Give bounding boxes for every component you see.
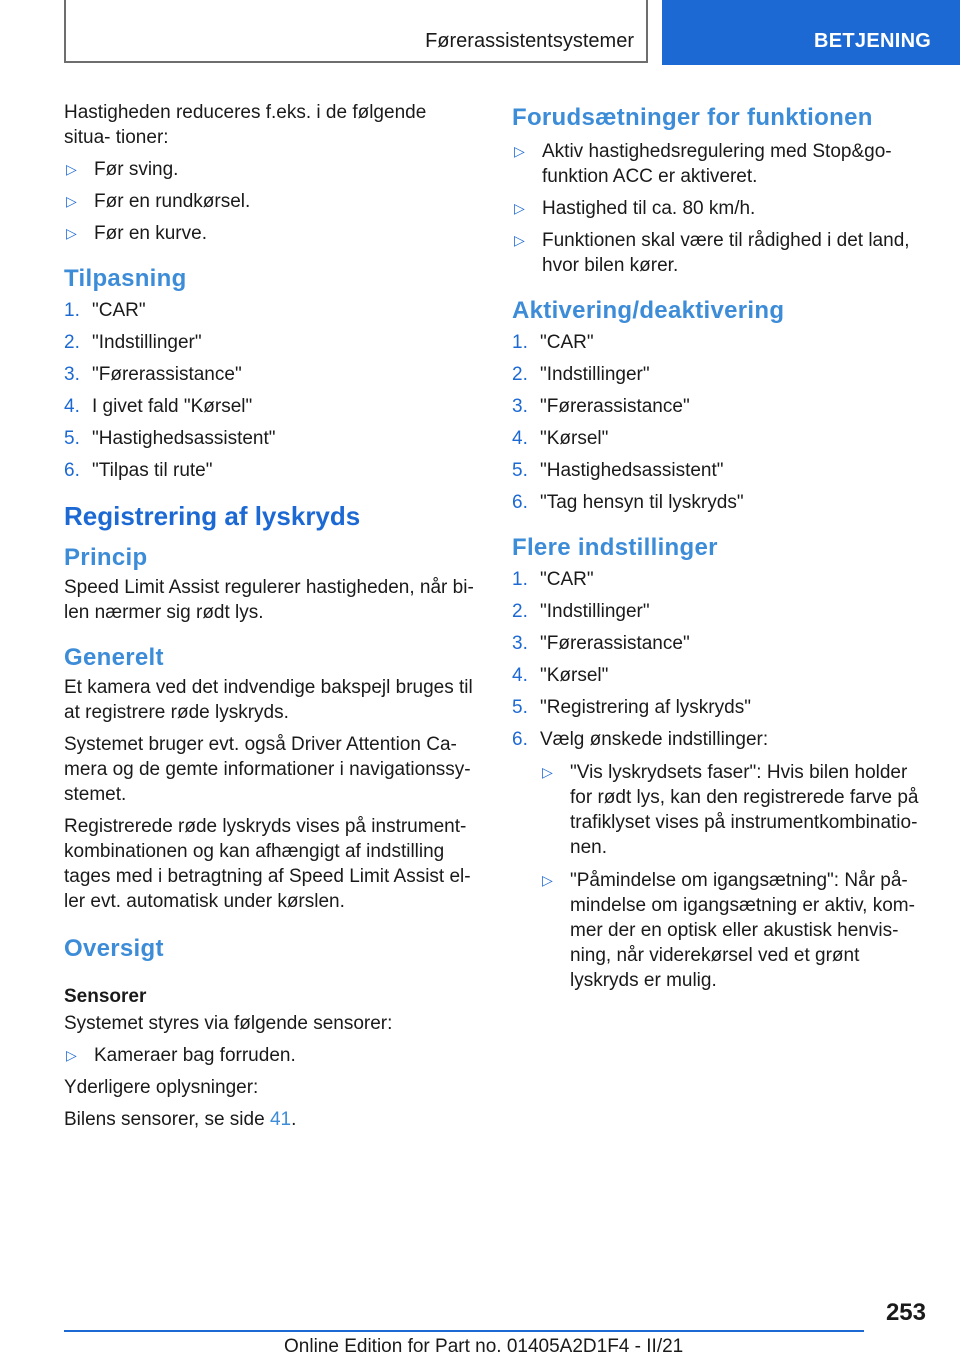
step-text: "CAR" xyxy=(540,569,594,590)
step-number: 5. xyxy=(64,428,80,449)
step-text: "Registrering af lyskryds" xyxy=(540,697,751,718)
step-item xyxy=(512,695,926,720)
step-text: "Indstillinger" xyxy=(540,601,650,622)
page-number: 253 xyxy=(885,1299,926,1326)
step-number: 2. xyxy=(512,364,528,385)
main-heading: Registrering af lyskryds xyxy=(64,501,361,531)
step-text: "Førerassistance" xyxy=(540,396,690,417)
step-number: 6. xyxy=(64,460,80,481)
heading-oversigt: Oversigt xyxy=(64,935,164,962)
intro-text: Hastigheden reduceres f.eks. i de følgende situa- tioner: xyxy=(64,102,427,148)
step-item xyxy=(512,426,926,451)
list-item: ▷ "Vis lyskrydsets faser": Hvis bilen holder for rødt lys, kan den registrerede farve på trafiklyset vises på instrumentkombinatio- nen. xyxy=(540,760,926,860)
requirements-list xyxy=(512,139,926,278)
aktivering-steps xyxy=(512,330,926,515)
step-item xyxy=(64,394,476,419)
step-number: 6. xyxy=(512,729,528,750)
step-text: "Tilpas til rute" xyxy=(92,460,213,481)
step-text: "Indstillinger" xyxy=(540,364,650,385)
step-item xyxy=(64,330,476,355)
step-text: "Hastighedsassistent" xyxy=(540,460,724,481)
step-item xyxy=(64,362,476,387)
step-number: 5. xyxy=(512,697,528,718)
step-item xyxy=(512,631,926,656)
header-section-title: Førerassistentsystemer xyxy=(425,30,634,52)
step-item xyxy=(512,727,926,993)
step-number: 2. xyxy=(512,601,528,622)
step-text: "CAR" xyxy=(92,300,146,321)
step-number: 2. xyxy=(64,332,80,353)
princip-text: Speed Limit Assist regulerer hastigheden, når bi- len nærmer sig rødt lys. xyxy=(64,577,474,623)
step-item xyxy=(512,394,926,419)
heading-forudsaetninger: Forudsætninger for funktionen xyxy=(512,104,873,131)
generelt-paragraph: Systemet bruger evt. også Driver Attention Ca- mera og de gemte informationer i navigationssy- stemet. xyxy=(64,734,471,805)
reference-suffix: . xyxy=(291,1109,297,1130)
step-item xyxy=(512,663,926,688)
step-text: "Kørsel" xyxy=(540,428,609,449)
step-item xyxy=(512,458,926,483)
footer-edition: Online Edition for Part no. 01405A2D1F4 - II/21 xyxy=(284,1336,684,1357)
step-text: I givet fald "Kørsel" xyxy=(92,396,253,417)
step-number: 5. xyxy=(512,460,528,481)
more-info-label: Yderligere oplysninger: xyxy=(64,1077,259,1098)
list-item: ▷ Før en kurve. xyxy=(64,221,476,246)
list-item: ▷ Funktionen skal være til rådighed i det land, hvor bilen kører. xyxy=(512,228,926,278)
step-text: "Kørsel" xyxy=(540,665,609,686)
step-number: 6. xyxy=(512,492,528,513)
step-number: 4. xyxy=(64,396,80,417)
header-chapter-label: BETJENING xyxy=(814,30,932,52)
flere-steps xyxy=(512,567,926,993)
heading-aktivering: Aktivering/deaktivering xyxy=(512,297,785,324)
step-number: 3. xyxy=(64,364,80,385)
list-item: ▷ "Påmindelse om igangsætning": Når på- mindelse om igangsætning er aktiv, kom- mer der en optisk eller akustisk henvis- ning, når viderekørsel ved et grønt lyskryds er mulig. xyxy=(540,868,926,993)
sensorer-text: Systemet styres via følgende sensorer: xyxy=(64,1013,393,1034)
heading-flere: Flere indstillinger xyxy=(512,534,718,561)
step-number: 1. xyxy=(512,569,528,590)
header-chapter-tab[interactable] xyxy=(662,0,960,65)
footer-divider xyxy=(64,1330,864,1332)
step-number: 4. xyxy=(512,665,528,686)
reference-text: Bilens sensorer, se side xyxy=(64,1109,270,1130)
page-reference xyxy=(64,1107,476,1132)
heading-princip: Princip xyxy=(64,544,148,571)
settings-sublist xyxy=(540,760,926,993)
step-item xyxy=(512,567,926,592)
step-item xyxy=(64,298,476,323)
step-text: "CAR" xyxy=(540,332,594,353)
situations-list xyxy=(64,157,476,246)
list-item: ▷ Kameraer bag forruden. xyxy=(64,1043,476,1068)
step-text: "Førerassistance" xyxy=(540,633,690,654)
step-number: 3. xyxy=(512,633,528,654)
step-item xyxy=(512,362,926,387)
list-item: ▷ Før en rundkørsel. xyxy=(64,189,476,214)
step-item xyxy=(512,599,926,624)
list-item: ▷ Hastighed til ca. 80 km/h. xyxy=(512,196,926,221)
step-number: 4. xyxy=(512,428,528,449)
step-number: 3. xyxy=(512,396,528,417)
sensorer-list xyxy=(64,1043,476,1068)
step-text: Vælg ønskede indstillinger: xyxy=(540,729,769,750)
left-column xyxy=(64,100,476,1139)
header-section-box xyxy=(64,0,648,63)
step-item xyxy=(64,426,476,451)
right-column xyxy=(512,100,926,1001)
heading-tilpasning: Tilpasning xyxy=(64,265,187,292)
generelt-paragraph: Et kamera ved det indvendige bakspejl bruges til at registrere røde lyskryds. xyxy=(64,677,473,723)
step-item xyxy=(64,458,476,483)
heading-generelt: Generelt xyxy=(64,644,164,671)
page-link[interactable]: 41 xyxy=(269,1109,292,1130)
step-item xyxy=(512,490,926,515)
step-text: "Hastighedsassistent" xyxy=(92,428,276,449)
step-text: "Indstillinger" xyxy=(92,332,202,353)
list-item: ▷ Før sving. xyxy=(64,157,476,182)
step-item xyxy=(512,330,926,355)
step-number: 1. xyxy=(512,332,528,353)
step-text: "Tag hensyn til lyskryds" xyxy=(540,492,744,513)
subheading-sensorer: Sensorer xyxy=(64,986,147,1007)
tilpasning-steps xyxy=(64,298,476,483)
generelt-paragraph: Registrerede røde lyskryds vises på instrument- kombinationen og kan afhængigt af indstilling tages med i betragtning af Speed Limit Assist el- ler evt. automatisk under kørslen. xyxy=(64,816,471,912)
list-item: ▷ Aktiv hastighedsregulering med Stop&go- funktion ACC er aktiveret. xyxy=(512,139,926,189)
step-number: 1. xyxy=(64,300,80,321)
step-text: "Førerassistance" xyxy=(92,364,242,385)
